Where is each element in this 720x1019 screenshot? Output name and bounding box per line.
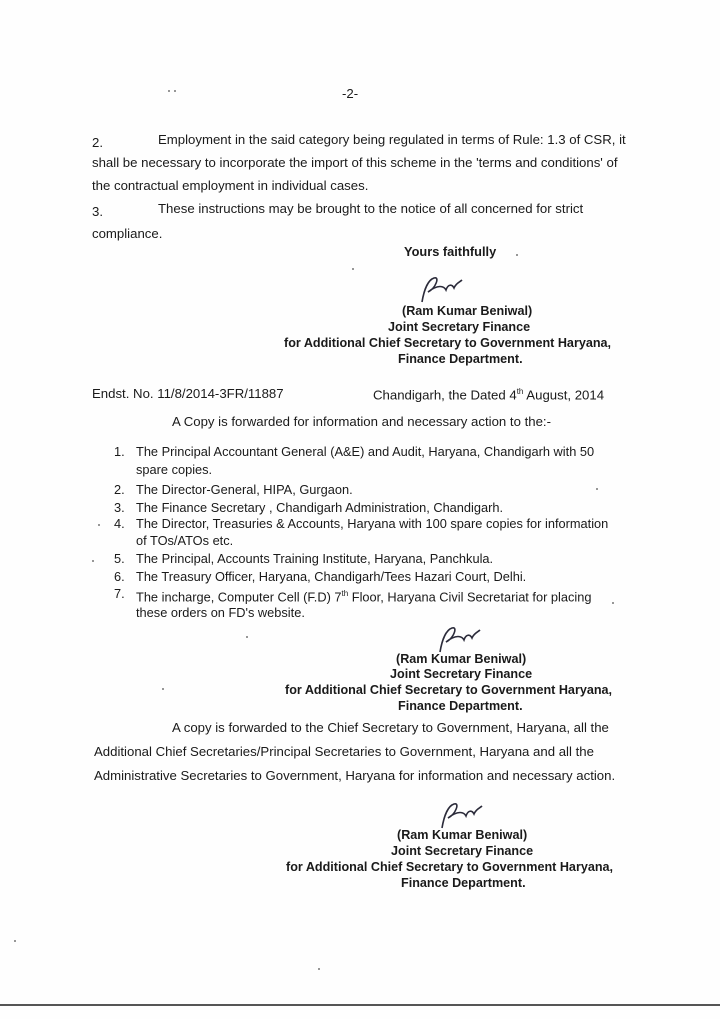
scan-speck [174, 90, 176, 92]
recipient-num: 2. [114, 482, 125, 497]
signatory-for-line: for Additional Chief Secretary to Government Haryana, [285, 683, 613, 697]
floor-superscript: th [341, 589, 349, 598]
recipient-line1: The Principal, Accounts Training Institute, Haryana, Panchkula. [136, 551, 494, 566]
para3-line1: These instructions may be brought to the notice of all concerned for strict [158, 201, 584, 216]
scan-speck [596, 488, 598, 490]
scan-speck [352, 268, 354, 270]
recipient-line1: The Director, Treasuries & Accounts, Haryana with 100 spare copies for information [136, 516, 609, 531]
scan-speck [162, 688, 164, 690]
scan-speck [98, 524, 100, 526]
copy2-line3: Administrative Secretaries to Government, Haryana for information and necessary action. [94, 768, 616, 783]
recipient-line1-suffix: Floor, Haryana Civil Secretariat for placing [348, 589, 592, 605]
date-prefix: Chandigarh, the Dated 4 [373, 387, 517, 403]
recipient-line1: The Principal Accountant General (A&E) and Audit, Haryana, Chandigarh with 50 [136, 444, 595, 459]
closing-yours-faithfully: Yours faithfully [404, 244, 497, 259]
date-suffix: August, 2014 [523, 387, 605, 403]
para3-line2: compliance. [92, 226, 163, 241]
para2-line3: the contractual employment in individual cases. [92, 178, 369, 193]
endorsement-intro: A Copy is forwarded for information and necessary action to the:- [172, 414, 551, 429]
signature-block-2 [0, 652, 720, 716]
recipient-line1 [136, 586, 591, 605]
copy2-line1: A copy is forwarded to the Chief Secretary to Government, Haryana, all the [172, 720, 609, 735]
endorsement-number: Endst. No. 11/8/2014-3FR/11887 [92, 386, 284, 401]
para2-line2: shall be necessary to incorporate the import of this scheme in the 'terms and conditions' of [92, 155, 618, 170]
recipient-line1: The Treasury Officer, Haryana, Chandigarh/Tees Hazari Court, Delhi. [136, 569, 527, 584]
recipient-num: 4. [114, 516, 125, 531]
signatory-department: Finance Department. [398, 699, 523, 713]
endorsement-place-date [373, 380, 604, 407]
scan-speck [168, 90, 170, 92]
recipient-num: 7. [114, 586, 125, 601]
scan-bottom-edge [0, 1004, 720, 1006]
recipient-line1-prefix: The incharge, Computer Cell (F.D) 7 [136, 589, 342, 605]
recipient-num: 6. [114, 569, 125, 584]
scan-speck [246, 636, 248, 638]
recipient-line1: The Finance Secretary , Chandigarh Administration, Chandigarh. [136, 500, 504, 515]
signature-scribble [414, 272, 464, 308]
copy2-line2: Additional Chief Secretaries/Principal Secretaries to Government, Haryana and all the [94, 744, 594, 759]
para2-line1: Employment in the said category being regulated in terms of Rule: 1.3 of CSR, it [158, 132, 626, 147]
signatory-department: Finance Department. [398, 352, 523, 366]
signatory-for-line: for Additional Chief Secretary to Government Haryana, [284, 336, 612, 350]
scan-speck [318, 968, 320, 970]
date-superscript: th [516, 387, 524, 396]
signature-block-3 [0, 828, 720, 892]
recipient-line2: of TOs/ATOs etc. [136, 533, 234, 548]
scan-speck [92, 560, 94, 562]
recipient-num: 3. [114, 500, 125, 515]
signatory-name: (Ram Kumar Beniwal) [402, 304, 533, 318]
para2-number: 2. [92, 135, 103, 150]
signatory-name: (Ram Kumar Beniwal) [397, 828, 528, 842]
scan-speck [612, 602, 614, 604]
recipient-line2: spare copies. [136, 462, 213, 477]
signatory-designation: Joint Secretary Finance [390, 667, 533, 681]
recipient-num: 5. [114, 551, 125, 566]
recipient-num: 1. [114, 444, 125, 459]
scan-speck [14, 940, 16, 942]
signatory-name: (Ram Kumar Beniwal) [396, 652, 527, 666]
signatory-department: Finance Department. [401, 876, 526, 890]
signatory-designation: Joint Secretary Finance [388, 320, 531, 334]
page-number: -2- [342, 86, 359, 101]
recipient-line2: these orders on FD's website. [136, 605, 305, 620]
recipient-line1: The Director-General, HIPA, Gurgaon. [136, 482, 353, 497]
scan-speck [516, 254, 518, 256]
signatory-for-line: for Additional Chief Secretary to Government Haryana, [286, 860, 614, 874]
signatory-designation: Joint Secretary Finance [391, 844, 534, 858]
signature-block-1 [0, 304, 720, 368]
para3-number: 3. [92, 204, 103, 219]
